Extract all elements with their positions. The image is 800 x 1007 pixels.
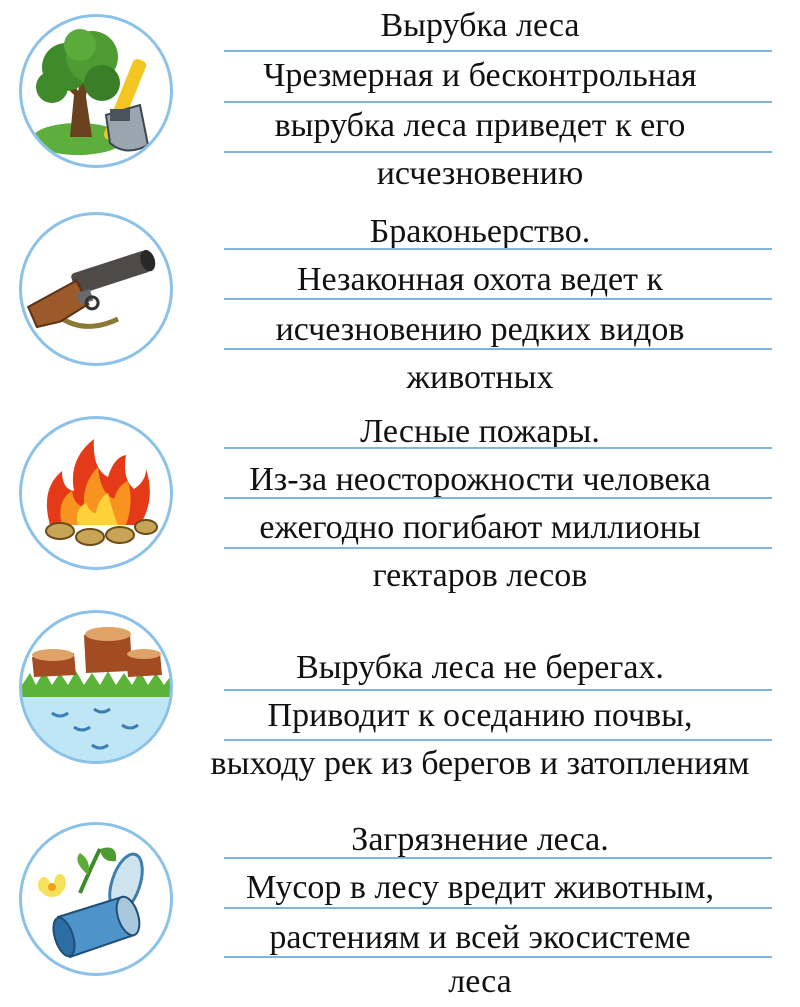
section-title: Лесные пожары. [360, 413, 600, 450]
section-line: вырубка леса приведет к его [274, 107, 686, 144]
underline [224, 739, 772, 741]
section-line: животных [406, 359, 554, 396]
section-title: Браконьерство. [369, 213, 591, 250]
section-line: гектаров лесов [372, 557, 588, 594]
rifle-icon [19, 212, 173, 366]
underline [224, 689, 772, 691]
underline [224, 497, 772, 499]
underline [224, 348, 772, 350]
section-line: Чрезмерная и бесконтрольная [263, 57, 697, 94]
section-line: исчезновению [376, 155, 584, 192]
underline [224, 50, 772, 52]
section-line: растениям и всей экосистеме [269, 919, 691, 956]
section-title: Вырубка леса [380, 7, 580, 44]
section-line: исчезновению редких видов [275, 311, 685, 348]
section-line: леса [448, 963, 512, 1000]
campfire-icon [19, 416, 173, 570]
stumps-riverbank-icon [19, 610, 173, 764]
section-line: Мусор в лесу вредит животным, [245, 869, 715, 906]
section-title: Загрязнение леса. [351, 821, 609, 858]
underline [224, 447, 772, 449]
section-line: Из-за неосторожности человека [249, 461, 711, 498]
underline [224, 151, 772, 153]
underline [224, 956, 772, 958]
section-line: выходу рек из берегов и затоплениям [210, 745, 750, 782]
underline [224, 907, 772, 909]
underline [224, 857, 772, 859]
section-title: Вырубка леса не берегах. [296, 649, 664, 686]
section-line: Приводит к оседанию почвы, [267, 697, 693, 734]
underline [224, 298, 772, 300]
underline [224, 101, 772, 103]
section-line: ежегодно погибают миллионы [259, 509, 701, 546]
underline [224, 248, 772, 250]
litter-can-icon [19, 822, 173, 976]
section-line: Незаконная охота ведет к [296, 261, 664, 298]
tree-axe-icon [19, 14, 173, 168]
underline [224, 547, 772, 549]
